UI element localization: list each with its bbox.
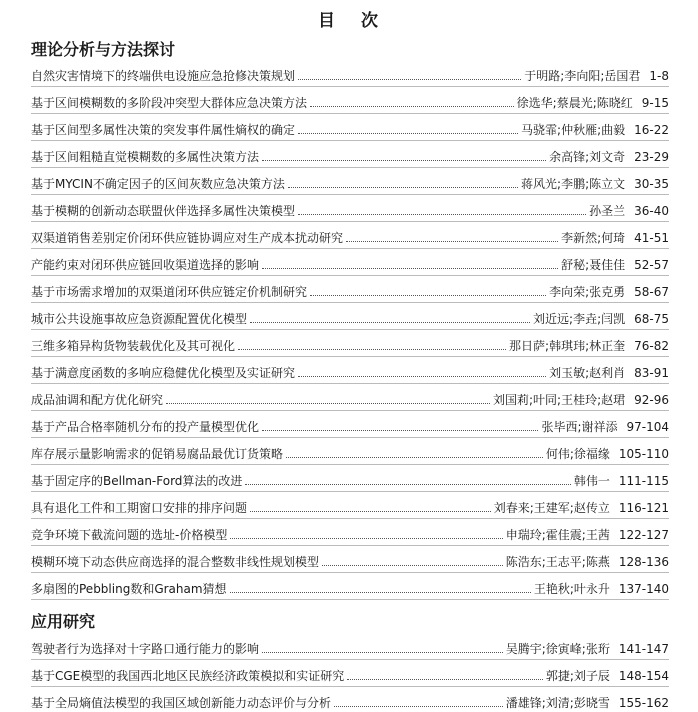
row-divider [31, 545, 669, 546]
entry-authors: 刘玉敏;赵利肖 [549, 366, 626, 380]
entry-authors: 舒秘;聂佳佳 [561, 258, 626, 272]
entry-authors: 于明路;李向阳;岳国君 [524, 69, 641, 83]
row-divider [31, 86, 669, 87]
row-divider [31, 599, 669, 600]
toc-entry[interactable] [31, 362, 669, 380]
toc-entry[interactable] [31, 335, 669, 353]
entry-pages: 128-136 [618, 555, 669, 569]
row-divider [31, 491, 669, 492]
toc-entry[interactable] [31, 578, 669, 596]
dot-leader [288, 186, 518, 188]
entry-pages: 76-82 [634, 339, 669, 353]
toc-entry[interactable] [31, 665, 669, 683]
dot-leader [310, 294, 546, 296]
entry-authors: 那日萨;韩琪玮;林正奎 [509, 339, 626, 353]
entry-title: 成品油调和配方优化研究 [31, 393, 164, 407]
dot-leader [245, 483, 570, 485]
section-heading-applied: 应用研究 [31, 612, 96, 631]
entry-pages: 68-75 [634, 312, 669, 326]
entry-title: 库存展示量影响需求的促销易腐品最优订货策略 [31, 447, 284, 461]
entry-pages: 141-147 [618, 642, 669, 656]
entry-title: 基于区间模糊数的多阶段冲突型大群体应急决策方法 [31, 96, 308, 110]
toc-title-char-1: 目 [318, 11, 337, 31]
entry-pages: 111-115 [618, 474, 669, 488]
entry-pages: 137-140 [618, 582, 669, 596]
toc-entry[interactable] [31, 92, 669, 110]
entry-authors: 孙圣兰 [589, 204, 626, 218]
dot-leader [347, 678, 543, 680]
dot-leader [166, 402, 490, 404]
row-divider [31, 302, 669, 303]
entry-pages: 58-67 [634, 285, 669, 299]
entry-authors: 张毕西;谢祥添 [541, 420, 618, 434]
entry-title: 双渠道销售差别定价闭环供应链协调应对生产成本扰动研究 [31, 231, 344, 245]
row-divider [31, 437, 669, 438]
entry-pages: 30-35 [634, 177, 669, 191]
row-divider [31, 248, 669, 249]
dot-leader [310, 105, 514, 107]
entry-pages: 23-29 [634, 150, 669, 164]
dot-leader [230, 537, 502, 539]
entry-title: 基于固定序的Bellman-Ford算法的改进 [31, 474, 243, 488]
entry-title: 基于模糊的创新动态联盟伙伴选择多属性决策模型 [31, 204, 296, 218]
entry-pages: 52-57 [634, 258, 669, 272]
dot-leader [250, 321, 530, 323]
entry-pages: 9-15 [641, 96, 669, 110]
row-divider [31, 356, 669, 357]
section-heading-theory: 理论分析与方法探讨 [31, 40, 176, 59]
dot-leader [298, 375, 546, 377]
entry-pages: 122-127 [618, 528, 669, 542]
entry-authors: 郭捷;刘子辰 [545, 669, 610, 683]
row-divider [31, 464, 669, 465]
entry-title: 基于产品合格率随机分布的投产量模型优化 [31, 420, 260, 434]
dot-leader [298, 132, 518, 134]
entry-title: 模糊环境下动态供应商选择的混合整数非线性规划模型 [31, 555, 320, 569]
toc-entry[interactable] [31, 119, 669, 137]
entry-authors: 王艳秋;叶永升 [533, 582, 610, 596]
toc-entry[interactable] [31, 524, 669, 542]
dot-leader [262, 267, 558, 269]
entry-title: 自然灾害情境下的终端供电设施应急抢修决策规划 [31, 69, 296, 83]
toc-entry[interactable] [31, 308, 669, 326]
entry-pages: 155-162 [618, 696, 669, 710]
toc-entry[interactable] [31, 200, 669, 218]
entry-pages: 83-91 [634, 366, 669, 380]
row-divider [31, 383, 669, 384]
entry-title: 基于市场需求增加的双渠道闭环供应链定价机制研究 [31, 285, 308, 299]
entry-pages: 92-96 [634, 393, 669, 407]
entry-authors: 刘近远;李垚;闫凯 [533, 312, 626, 326]
dot-leader [238, 348, 506, 350]
entry-authors: 蒋风光;李鹏;陈立文 [521, 177, 626, 191]
toc-entry[interactable] [31, 146, 669, 164]
toc-entry[interactable] [31, 254, 669, 272]
entry-authors: 徐选华;蔡晨光;陈晓红 [516, 96, 633, 110]
entry-title: 产能约束对闭环供应链回收渠道选择的影响 [31, 258, 260, 272]
toc-title [0, 6, 698, 31]
toc-entry[interactable] [31, 281, 669, 299]
toc-entry[interactable] [31, 551, 669, 569]
entry-pages: 1-8 [649, 69, 669, 83]
row-divider [31, 686, 669, 687]
entry-pages: 105-110 [618, 447, 669, 461]
entry-title: 基于MYCIN不确定因子的区间灰数应急决策方法 [31, 177, 285, 191]
dot-leader [262, 159, 546, 161]
row-divider [31, 275, 669, 276]
entry-title: 竞争环境下截流问题的选址-价格模型 [31, 528, 228, 542]
entry-pages: 36-40 [634, 204, 669, 218]
entry-pages: 116-121 [618, 501, 669, 515]
dot-leader [346, 240, 558, 242]
entry-authors: 陈浩东;王志平;陈燕 [505, 555, 610, 569]
row-divider [31, 518, 669, 519]
row-divider [31, 140, 669, 141]
entry-authors: 韩伟一 [573, 474, 610, 488]
entry-title: 多扇图的Pebbling数和Graham猜想 [31, 582, 227, 596]
entry-title: 城市公共设施事故应急资源配置优化模型 [31, 312, 248, 326]
toc-title-char-2: 次 [361, 11, 380, 31]
entry-authors: 潘雄锋;刘清;彭晓雪 [505, 696, 610, 710]
entry-pages: 97-104 [626, 420, 669, 434]
entry-title: 基于全局熵值法模型的我国区域创新能力动态评价与分析 [31, 696, 332, 710]
row-divider [31, 167, 669, 168]
dot-leader [322, 564, 503, 566]
entry-authors: 余高锋;刘文奇 [549, 150, 626, 164]
entry-title: 驾驶者行为选择对十字路口通行能力的影响 [31, 642, 260, 656]
toc-entry[interactable] [31, 389, 669, 407]
entry-title: 具有退化工件和工期窗口安排的排序问题 [31, 501, 248, 515]
toc-entry[interactable] [31, 638, 669, 656]
entry-authors: 吴腾宇;徐寅峰;张珩 [505, 642, 610, 656]
entry-pages: 148-154 [618, 669, 669, 683]
dot-leader [250, 510, 491, 512]
row-divider [31, 659, 669, 660]
row-divider [31, 572, 669, 573]
entry-authors: 刘国莉;叶同;王桂玲;赵珺 [492, 393, 626, 407]
row-divider [31, 221, 669, 222]
toc-entry[interactable] [31, 416, 669, 434]
dot-leader [298, 78, 521, 80]
toc-entry[interactable] [31, 470, 669, 488]
entry-title: 基于CGE模型的我国西北地区民族经济政策模拟和实证研究 [31, 669, 345, 683]
dot-leader [262, 429, 538, 431]
dot-leader [262, 651, 503, 653]
entry-authors: 何伟;徐福缘 [545, 447, 610, 461]
row-divider [31, 329, 669, 330]
dot-leader [286, 456, 543, 458]
dot-leader [298, 213, 586, 215]
dot-leader [334, 705, 503, 707]
entry-authors: 申瑞玲;霍佳震;王茜 [505, 528, 610, 542]
entry-authors: 李向荣;张克勇 [549, 285, 626, 299]
entry-authors: 马骁霏;仲秋雁;曲毅 [521, 123, 626, 137]
row-divider [31, 194, 669, 195]
toc-entry[interactable] [31, 443, 669, 461]
entry-pages: 16-22 [634, 123, 669, 137]
toc-entry[interactable] [31, 692, 669, 710]
toc-entry[interactable] [31, 65, 669, 83]
entry-authors: 李新然;何琦 [561, 231, 626, 245]
entry-authors: 刘春来;王建军;赵传立 [493, 501, 610, 515]
entry-title: 基于区间型多属性决策的突发事件属性熵权的确定 [31, 123, 296, 137]
dot-leader [230, 591, 531, 593]
entry-title: 基于满意度函数的多响应稳健优化模型及实证研究 [31, 366, 296, 380]
entry-title: 三维多箱异构货物装载优化及其可视化 [31, 339, 236, 353]
toc-entry[interactable] [31, 497, 669, 515]
entry-title: 基于区间粗糙直觉模糊数的多属性决策方法 [31, 150, 260, 164]
row-divider [31, 113, 669, 114]
toc-entry[interactable] [31, 173, 669, 191]
row-divider [31, 410, 669, 411]
entry-pages: 41-51 [634, 231, 669, 245]
toc-entry[interactable] [31, 227, 669, 245]
